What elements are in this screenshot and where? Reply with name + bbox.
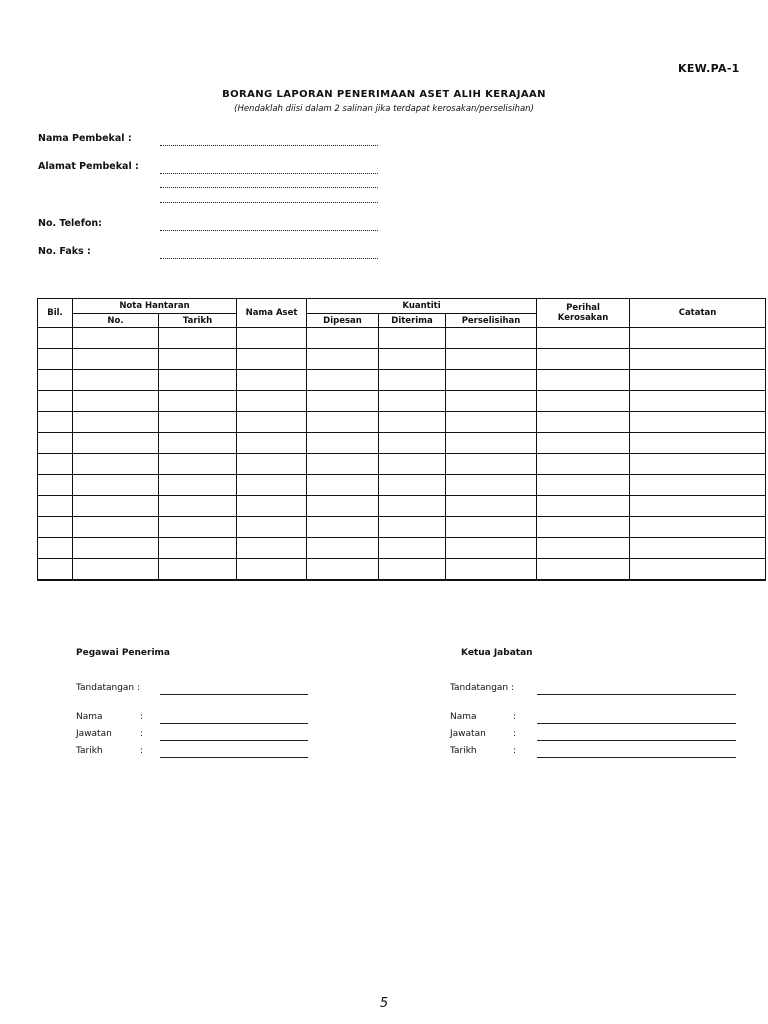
cell-diterima[interactable] <box>379 412 446 433</box>
receiving-officer-post-label: Jawatan <box>76 729 112 739</box>
cell-catatan[interactable] <box>630 433 766 454</box>
fax-label: No. Faks : <box>38 246 91 257</box>
cell-bil[interactable] <box>38 496 73 517</box>
cell-nama-aset[interactable] <box>237 559 307 581</box>
cell-dipesan[interactable] <box>307 433 379 454</box>
cell-perselisihan[interactable] <box>446 496 537 517</box>
cell-perselisihan[interactable] <box>446 391 537 412</box>
cell-dipesan[interactable] <box>307 349 379 370</box>
cell-tarikh[interactable] <box>159 559 237 581</box>
cell-perselisihan[interactable] <box>446 454 537 475</box>
table-row <box>38 433 766 454</box>
cell-dipesan[interactable] <box>307 454 379 475</box>
cell-perihal-kerosakan[interactable] <box>537 433 630 454</box>
cell-nama-aset[interactable] <box>237 412 307 433</box>
col-header-catatan: Catatan <box>630 299 766 328</box>
table-row <box>38 412 766 433</box>
table-row <box>38 538 766 559</box>
cell-no[interactable] <box>73 559 159 581</box>
department-head-signature-line[interactable] <box>537 694 736 695</box>
table-body <box>38 328 766 581</box>
cell-diterima[interactable] <box>379 475 446 496</box>
department-head-name-line[interactable] <box>537 723 736 724</box>
cell-tarikh[interactable] <box>159 517 237 538</box>
receiving-officer-name-colon: : <box>140 712 144 722</box>
cell-tarikh[interactable] <box>159 496 237 517</box>
receiving-officer-heading: Pegawai Penerima <box>76 648 171 658</box>
col-header-diterima: Diterima <box>379 314 446 328</box>
cell-no[interactable] <box>73 328 159 349</box>
cell-perselisihan[interactable] <box>446 538 537 559</box>
cell-dipesan[interactable] <box>307 559 379 581</box>
cell-dipesan[interactable] <box>307 517 379 538</box>
cell-perihal-kerosakan[interactable] <box>537 475 630 496</box>
cell-perselisihan[interactable] <box>446 433 537 454</box>
table-row <box>38 559 766 581</box>
cell-dipesan[interactable] <box>307 391 379 412</box>
phone-label: No. Telefon: <box>38 218 102 229</box>
cell-tarikh[interactable] <box>159 349 237 370</box>
cell-perselisihan[interactable] <box>446 370 537 391</box>
cell-nama-aset[interactable] <box>237 496 307 517</box>
cell-catatan[interactable] <box>630 349 766 370</box>
cell-catatan[interactable] <box>630 475 766 496</box>
cell-diterima[interactable] <box>379 391 446 412</box>
cell-bil[interactable] <box>38 433 73 454</box>
phone-field[interactable] <box>160 230 378 231</box>
cell-bil[interactable] <box>38 559 73 581</box>
cell-perselisihan[interactable] <box>446 328 537 349</box>
cell-tarikh[interactable] <box>159 370 237 391</box>
cell-catatan[interactable] <box>630 454 766 475</box>
col-header-perihal-line-2: Kerosakan <box>557 313 609 323</box>
department-head-date-colon: : <box>513 746 517 756</box>
page-number: 5 <box>379 996 389 1011</box>
cell-bil[interactable] <box>38 538 73 559</box>
table-row <box>38 475 766 496</box>
form-subtitle: (Hendaklah diisi dalam 2 salinan jika terdapat kerosakan/perselisihan) <box>234 104 534 114</box>
cell-perselisihan[interactable] <box>446 517 537 538</box>
cell-nama-aset[interactable] <box>237 328 307 349</box>
cell-bil[interactable] <box>38 517 73 538</box>
cell-no[interactable] <box>73 475 159 496</box>
cell-perihal-kerosakan[interactable] <box>537 454 630 475</box>
table-row <box>38 454 766 475</box>
table-row <box>38 517 766 538</box>
cell-no[interactable] <box>73 538 159 559</box>
cell-no[interactable] <box>73 391 159 412</box>
cell-bil[interactable] <box>38 412 73 433</box>
cell-perselisihan[interactable] <box>446 559 537 581</box>
receiving-officer-date-label: Tarikh <box>76 746 103 756</box>
supplier-address-field-line-3[interactable] <box>160 202 378 203</box>
department-head-heading: Ketua Jabatan <box>461 648 533 658</box>
col-header-dipesan: Dipesan <box>307 314 379 328</box>
cell-dipesan[interactable] <box>307 538 379 559</box>
department-head-date-line[interactable] <box>537 757 736 758</box>
cell-nama-aset[interactable] <box>237 475 307 496</box>
supplier-name-field[interactable] <box>160 145 378 146</box>
cell-perihal-kerosakan[interactable] <box>537 412 630 433</box>
cell-dipesan[interactable] <box>307 412 379 433</box>
department-head-post-label: Jawatan <box>450 729 486 739</box>
cell-diterima[interactable] <box>379 517 446 538</box>
form-reference-code: KEW.PA-1 <box>678 62 740 75</box>
cell-bil[interactable] <box>38 391 73 412</box>
department-head-name-colon: : <box>513 712 517 722</box>
table-row <box>38 496 766 517</box>
cell-no[interactable] <box>73 433 159 454</box>
receiving-officer-post-line[interactable] <box>160 740 308 741</box>
cell-nama-aset[interactable] <box>237 349 307 370</box>
cell-perihal-kerosakan[interactable] <box>537 559 630 581</box>
cell-no[interactable] <box>73 496 159 517</box>
cell-bil[interactable] <box>38 370 73 391</box>
cell-dipesan[interactable] <box>307 496 379 517</box>
cell-catatan[interactable] <box>630 496 766 517</box>
supplier-address-field-line-2[interactable] <box>160 187 378 188</box>
cell-diterima[interactable] <box>379 559 446 581</box>
receiving-officer-date-line[interactable] <box>160 757 308 758</box>
cell-no[interactable] <box>73 370 159 391</box>
cell-tarikh[interactable] <box>159 538 237 559</box>
cell-perselisihan[interactable] <box>446 475 537 496</box>
cell-tarikh[interactable] <box>159 412 237 433</box>
cell-diterima[interactable] <box>379 433 446 454</box>
supplier-address-label: Alamat Pembekal : <box>38 161 139 172</box>
cell-catatan[interactable] <box>630 391 766 412</box>
col-header-perselisihan: Perselisihan <box>446 314 537 328</box>
cell-nama-aset[interactable] <box>237 433 307 454</box>
cell-no[interactable] <box>73 349 159 370</box>
col-header-tarikh: Tarikh <box>159 314 237 328</box>
cell-perihal-kerosakan[interactable] <box>537 370 630 391</box>
cell-no[interactable] <box>73 454 159 475</box>
cell-perihal-kerosakan[interactable] <box>537 517 630 538</box>
receiving-officer-signature-line[interactable] <box>160 694 308 695</box>
cell-dipesan[interactable] <box>307 370 379 391</box>
group-header-kuantiti: Kuantiti <box>307 299 537 314</box>
cell-nama-aset[interactable] <box>237 391 307 412</box>
col-header-no: No. <box>73 314 159 328</box>
form-title: BORANG LAPORAN PENERIMAAN ASET ALIH KERAJAAN <box>222 89 546 100</box>
receiving-officer-name-line[interactable] <box>160 723 308 724</box>
receiving-officer-signature-label: Tandatangan : <box>76 683 141 693</box>
cell-perihal-kerosakan[interactable] <box>537 328 630 349</box>
cell-nama-aset[interactable] <box>237 370 307 391</box>
col-header-nama-aset: Nama Aset <box>237 299 307 328</box>
cell-no[interactable] <box>73 412 159 433</box>
table-row <box>38 370 766 391</box>
col-header-perihal-line-1: Perihal <box>566 303 600 313</box>
department-head-post-line[interactable] <box>537 740 736 741</box>
cell-tarikh[interactable] <box>159 433 237 454</box>
cell-dipesan[interactable] <box>307 475 379 496</box>
cell-bil[interactable] <box>38 454 73 475</box>
cell-perselisihan[interactable] <box>446 412 537 433</box>
cell-catatan[interactable] <box>630 538 766 559</box>
cell-tarikh[interactable] <box>159 391 237 412</box>
cell-catatan[interactable] <box>630 412 766 433</box>
receiving-officer-post-colon: : <box>140 729 144 739</box>
cell-diterima[interactable] <box>379 496 446 517</box>
cell-perselisihan[interactable] <box>446 349 537 370</box>
cell-diterima[interactable] <box>379 454 446 475</box>
cell-nama-aset[interactable] <box>237 517 307 538</box>
department-head-name-label: Nama <box>450 712 477 722</box>
cell-diterima[interactable] <box>379 328 446 349</box>
department-head-post-colon: : <box>513 729 517 739</box>
col-header-perihal-kerosakan <box>537 299 630 328</box>
cell-nama-aset[interactable] <box>237 538 307 559</box>
cell-diterima[interactable] <box>379 349 446 370</box>
department-head-date-label: Tarikh <box>450 746 477 756</box>
cell-catatan[interactable] <box>630 328 766 349</box>
cell-bil[interactable] <box>38 475 73 496</box>
supplier-name-label: Nama Pembekal : <box>38 133 132 144</box>
cell-tarikh[interactable] <box>159 454 237 475</box>
cell-perihal-kerosakan[interactable] <box>537 391 630 412</box>
cell-perihal-kerosakan[interactable] <box>537 538 630 559</box>
cell-diterima[interactable] <box>379 538 446 559</box>
cell-tarikh[interactable] <box>159 328 237 349</box>
cell-catatan[interactable] <box>630 517 766 538</box>
cell-no[interactable] <box>73 517 159 538</box>
cell-diterima[interactable] <box>379 370 446 391</box>
supplier-address-field-line-1[interactable] <box>160 173 378 174</box>
group-header-nota-hantaran: Nota Hantaran <box>73 299 237 314</box>
table-row <box>38 391 766 412</box>
cell-catatan[interactable] <box>630 370 766 391</box>
fax-field[interactable] <box>160 258 378 259</box>
department-head-signature-label: Tandatangan : <box>450 683 515 693</box>
col-header-bil: Bil. <box>38 299 73 328</box>
cell-nama-aset[interactable] <box>237 454 307 475</box>
table-row <box>38 349 766 370</box>
cell-dipesan[interactable] <box>307 328 379 349</box>
cell-perihal-kerosakan[interactable] <box>537 349 630 370</box>
cell-perihal-kerosakan[interactable] <box>537 496 630 517</box>
receiving-officer-date-colon: : <box>140 746 144 756</box>
table-row <box>38 328 766 349</box>
cell-catatan[interactable] <box>630 559 766 581</box>
asset-receipt-table <box>37 298 766 581</box>
cell-bil[interactable] <box>38 328 73 349</box>
receiving-officer-name-label: Nama <box>76 712 103 722</box>
cell-tarikh[interactable] <box>159 475 237 496</box>
cell-bil[interactable] <box>38 349 73 370</box>
